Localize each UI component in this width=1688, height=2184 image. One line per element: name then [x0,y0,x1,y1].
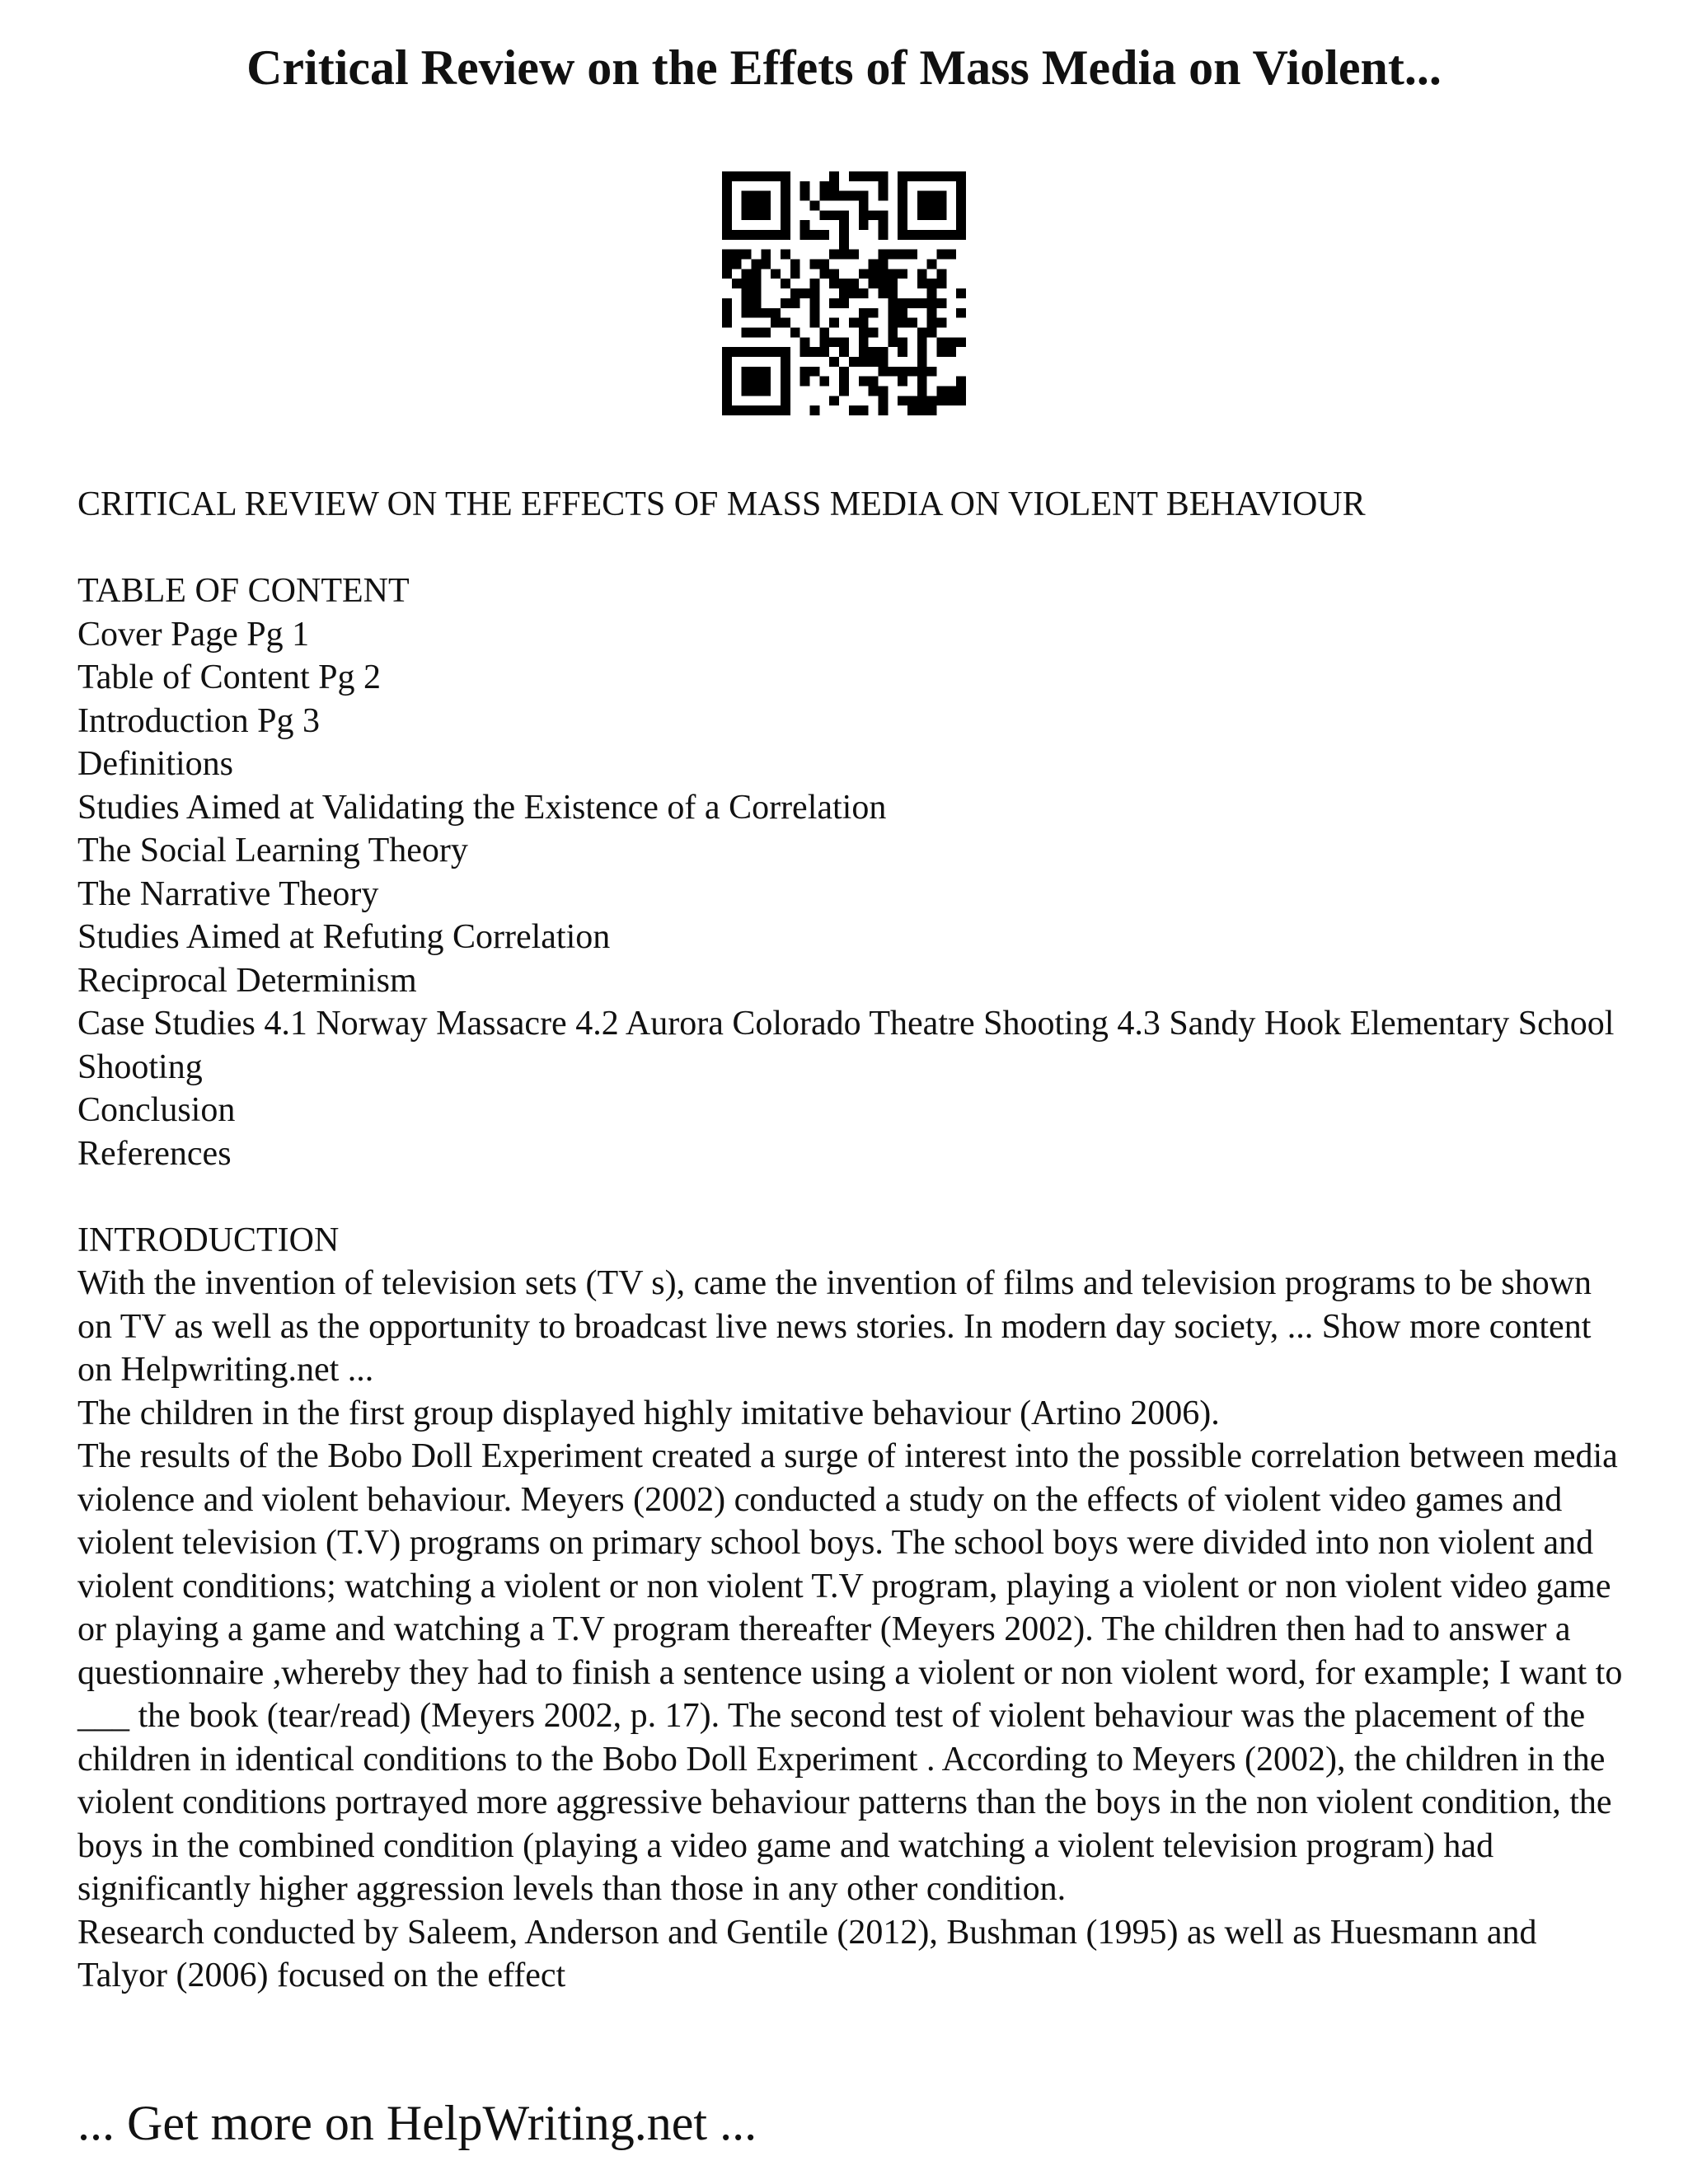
body-paragraph: Research conducted by Saleem, Anderson and Gentile (2012), Bushman (1995) as well as Huesmann and Talyor (2006) focused on the effect [77,1913,1537,1994]
toc-item: Studies Aimed at Refuting Correlation [77,918,611,956]
toc-item: References [77,1134,232,1173]
intro-title: INTRODUCTION [77,1221,340,1259]
toc-item: The Narrative Theory [77,874,379,913]
document-body [77,483,1627,1998]
toc-item: Introduction Pg 3 [77,701,320,740]
document-heading: CRITICAL REVIEW ON THE EFFECTS OF MASS MEDIA ON VIOLENT BEHAVIOUR [77,485,1366,523]
toc-title: TABLE OF CONTENT [77,572,410,610]
toc-item: Studies Aimed at Validating the Existence of a Correlation [77,788,887,827]
qr-code-icon[interactable] [722,171,966,415]
toc-item: Cover Page Pg 1 [77,615,310,654]
body-paragraph: With the invention of television sets (TV s), came the invention of films and television programs to be shown on TV as well as the opportunity to broadcast live news stories. In modern day society, ... Show more content on Helpwriting.net ... [77,1264,1592,1389]
toc-item: The Social Learning Theory [77,832,468,869]
toc-item: Reciprocal Determinism [77,961,417,1000]
toc-item: Case Studies 4.1 Norway Massacre 4.2 Aurora Colorado Theatre Shooting 4.3 Sandy Hook Elementary School Shooting [77,1005,1615,1086]
toc-item: Conclusion [77,1091,236,1129]
body-paragraph: The results of the Bobo Doll Experiment created a surge of interest into the possible correlation between media violence and violent behaviour. Meyers (2002) conducted a study on the effects of violent video games and violent television (T.V) programs on primary school boys. The school boys were divided into non violent and violent conditions; watching a violent or non violent T.V program, playing a violent or non violent video game or playing a game and watching a T.V program thereafter (Meyers 2002). The children then had to answer a questionnaire ,whereby they had to finish a sentence using a violent or non violent word, for example; I want to ___ the book (tear/read) (Meyers 2002, p. 17). The second test of violent behaviour was the placement of the children in identical conditions to the Bobo Doll Experiment . According to Meyers (2002), the children in the violent conditions portrayed more aggressive behaviour patterns than the boys in the non violent condition, the boys in the combined condition (playing a video game and watching a violent television program) had significantly higher aggression levels than those in any other condition. [77,1437,1623,1908]
footer-link[interactable]: ... Get more on HelpWriting.net ... [77,2096,757,2150]
toc-item: Table of Content Pg 2 [77,658,382,696]
document-title: Critical Review on the Effets of Mass Media on Violent... [246,40,1442,95]
toc-item: Definitions [77,745,233,783]
body-paragraph: The children in the first group displayed highly imitative behaviour (Artino 2006). [77,1394,1220,1432]
